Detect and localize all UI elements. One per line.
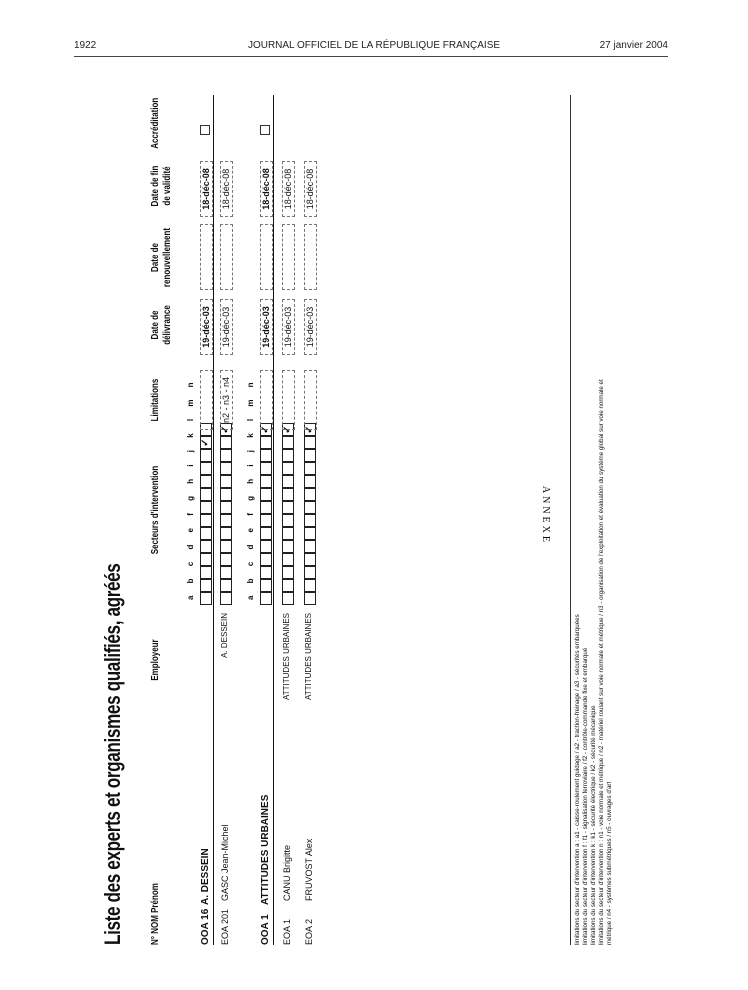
end-date-cell: 18-déc-08: [260, 161, 273, 217]
sector-checkbox-f[interactable]: [260, 527, 272, 540]
sector-checkbox-e[interactable]: [260, 540, 272, 553]
sector-checkbox-f[interactable]: [200, 527, 212, 540]
sector-checkbox-d[interactable]: [304, 553, 316, 566]
renewal-date-cell: [304, 224, 317, 290]
sector-checkbox-a[interactable]: [282, 592, 294, 605]
col-header-employer: Employeur: [150, 639, 161, 681]
sector-checkboxes: [200, 423, 212, 605]
sector-checkbox-k[interactable]: [304, 462, 316, 475]
row-code: EOA 201: [220, 908, 230, 945]
footnote: limitations du secteur d'intervention a : a1 - caisse-roulement guidage / a2 - traction-freinage / a3 - sécurités embarquées: [574, 614, 581, 945]
renewal-date-cell: [220, 224, 233, 290]
sector-checkbox-c[interactable]: [304, 566, 316, 579]
sector-checkbox-a[interactable]: [260, 592, 272, 605]
sector-letters: a b c d e f g h i j k l m n: [186, 377, 195, 600]
sector-checkbox-h[interactable]: [200, 501, 212, 514]
sector-checkbox-m[interactable]: [304, 436, 316, 449]
row-employer: ATTITUDES URBAINES: [282, 613, 291, 700]
sector-checkbox-l[interactable]: [304, 449, 316, 462]
sector-checkboxes: [304, 423, 316, 605]
delivery-date-cell: 19-déc-03: [304, 299, 317, 355]
sector-checkbox-j[interactable]: [282, 475, 294, 488]
sector-checkbox-m[interactable]: ✓: [200, 436, 212, 449]
renewal-date-cell: [282, 224, 295, 290]
sector-checkbox-j[interactable]: [260, 475, 272, 488]
row-employer: A. DESSEIN: [220, 613, 229, 658]
sector-checkboxes: [260, 423, 272, 605]
col-header-accreditation: Accréditation: [150, 97, 161, 149]
expert-row: [218, 95, 234, 945]
sector-checkbox-f[interactable]: [220, 527, 232, 540]
expert-row: [302, 95, 318, 945]
organisation-row: [198, 95, 214, 945]
sector-checkbox-c[interactable]: [282, 566, 294, 579]
end-date-cell: 18-déc-08: [200, 161, 213, 217]
sector-checkbox-m[interactable]: [220, 436, 232, 449]
sector-checkbox-i[interactable]: [260, 488, 272, 501]
sector-checkbox-c[interactable]: [220, 566, 232, 579]
sector-checkbox-b[interactable]: [282, 579, 294, 592]
footnotes: [570, 95, 614, 945]
sector-checkbox-g[interactable]: [260, 514, 272, 527]
sector-checkbox-k[interactable]: [200, 462, 212, 475]
sector-checkbox-n[interactable]: ✓: [304, 423, 316, 436]
end-date-cell: 18-déc-08: [304, 161, 317, 217]
sector-checkbox-n[interactable]: ✓: [260, 423, 272, 436]
sector-checkbox-i[interactable]: [200, 488, 212, 501]
sector-checkbox-l[interactable]: [260, 449, 272, 462]
sector-checkbox-h[interactable]: [220, 501, 232, 514]
sector-letters: a b c d e f g h i j k l m n: [246, 377, 255, 600]
limitations-cell: n2 - n3 - n4: [220, 370, 233, 430]
sector-checkbox-l[interactable]: [282, 449, 294, 462]
sector-checkbox-m[interactable]: [282, 436, 294, 449]
sector-checkbox-j[interactable]: [220, 475, 232, 488]
sector-checkbox-h[interactable]: [282, 501, 294, 514]
sector-checkbox-f[interactable]: [282, 527, 294, 540]
footnote: limitations du secteur d'intervention k : k1 - sécurité électrique / k2 - sécurité mécanique: [590, 705, 597, 945]
row-name: CANU Brigitte: [282, 844, 292, 901]
sector-checkbox-f[interactable]: [304, 527, 316, 540]
end-date-cell: 18-déc-08: [220, 161, 233, 217]
sector-checkbox-e[interactable]: [304, 540, 316, 553]
annexe-label: ANNEXE: [540, 485, 551, 545]
accreditation-checkbox[interactable]: [200, 125, 210, 135]
sector-checkbox-e[interactable]: [200, 540, 212, 553]
page-title: Liste des experts et organismes qualifiés, agréés: [100, 563, 125, 945]
limitations-cell: [200, 370, 213, 430]
row-code: OOA 1: [260, 914, 271, 945]
row-name: FRUVOST Alex: [304, 838, 314, 901]
sector-checkbox-d[interactable]: [200, 553, 212, 566]
col-header-delivery: Date de délivrance: [150, 305, 173, 345]
sector-checkbox-g[interactable]: [282, 514, 294, 527]
sector-checkbox-i[interactable]: [282, 488, 294, 501]
sector-checkbox-l[interactable]: [220, 449, 232, 462]
col-header-limitations: Limitations: [150, 378, 161, 422]
sector-checkbox-g[interactable]: [220, 514, 232, 527]
sector-checkbox-i[interactable]: [220, 488, 232, 501]
delivery-date-cell: 19-déc-03: [282, 299, 295, 355]
sector-checkbox-g[interactable]: [304, 514, 316, 527]
sector-checkbox-h[interactable]: [260, 501, 272, 514]
row-name: GASC Jean-Michel: [220, 824, 230, 901]
sector-checkbox-a[interactable]: [304, 592, 316, 605]
sector-checkbox-d[interactable]: [220, 553, 232, 566]
sector-checkbox-h[interactable]: [304, 501, 316, 514]
header-rule: [74, 56, 668, 57]
issue-date: 27 janvier 2004: [599, 40, 668, 51]
sector-checkbox-l[interactable]: [200, 449, 212, 462]
sector-checkbox-j[interactable]: [304, 475, 316, 488]
sector-checkbox-b[interactable]: [260, 579, 272, 592]
sector-checkbox-d[interactable]: [260, 553, 272, 566]
col-header-renewal: Date de renouvellement: [150, 227, 173, 288]
organisation-row: [258, 95, 274, 945]
sector-checkbox-a[interactable]: [200, 592, 212, 605]
sector-checkbox-a[interactable]: [220, 592, 232, 605]
sector-checkbox-k[interactable]: [260, 462, 272, 475]
footnote: limitations du secteur d'intervention n : n1 - voie normale et métrique / n2 - matériel roulant sur voie normale et métrique / n3 - organisation de l'exploitation et évaluation du système global sur voie normale et: [598, 379, 605, 945]
sector-checkbox-e[interactable]: [282, 540, 294, 553]
footnote: métrique / n4 - systèmes submétriques / n5 - ouvrages d'art: [606, 781, 613, 945]
sector-checkbox-b[interactable]: [220, 579, 232, 592]
sector-checkboxes: [282, 423, 294, 605]
col-header-num-name: N° NOM Prénom: [150, 883, 161, 945]
sector-checkbox-c[interactable]: [260, 566, 272, 579]
annex-table-rotated: [100, 95, 640, 945]
end-date-cell: 18-déc-08: [282, 161, 295, 217]
col-header-end: Date de fin de validité: [150, 165, 173, 207]
row-employer: ATTITUDES URBAINES: [304, 613, 313, 700]
sector-checkbox-b[interactable]: [304, 579, 316, 592]
row-code: OOA 16: [200, 908, 211, 945]
limitations-cell: [260, 370, 273, 430]
sector-checkbox-n[interactable]: ✓: [220, 423, 232, 436]
sector-checkbox-j[interactable]: [200, 475, 212, 488]
delivery-date-cell: 19-déc-03: [220, 299, 233, 355]
sector-checkbox-e[interactable]: [220, 540, 232, 553]
sector-checkbox-g[interactable]: [200, 514, 212, 527]
journal-title: JOURNAL OFFICIEL DE LA RÉPUBLIQUE FRANÇAISE: [247, 40, 501, 51]
sector-checkbox-k[interactable]: [282, 462, 294, 475]
row-code: EOA 1: [282, 918, 292, 945]
page-number: 1922: [74, 40, 97, 51]
sector-checkbox-c[interactable]: [200, 566, 212, 579]
sector-checkboxes: [220, 423, 232, 605]
sector-checkbox-m[interactable]: [260, 436, 272, 449]
row-name: A. DESSEIN: [200, 848, 211, 905]
renewal-date-cell: [260, 224, 273, 290]
sector-checkbox-b[interactable]: [200, 579, 212, 592]
sector-checkbox-d[interactable]: [282, 553, 294, 566]
limitations-cell: [304, 370, 317, 430]
row-code: EOA 2: [304, 918, 314, 945]
delivery-date-cell: 19-déc-03: [200, 299, 213, 355]
renewal-date-cell: [200, 224, 213, 290]
expert-row: [280, 95, 296, 945]
accreditation-checkbox[interactable]: [260, 125, 270, 135]
limitations-cell: [282, 370, 295, 430]
sector-checkbox-n[interactable]: ✓: [282, 423, 294, 436]
sector-checkbox-i[interactable]: [304, 488, 316, 501]
delivery-date-cell: 19-déc-03: [260, 299, 273, 355]
row-name: ATTITUDES URBAINES: [260, 794, 271, 905]
footnote: limitations du secteur d'intervention f : f1 - signalisation ferroviaire / f2 - contrôle-commande fixe et embarqué: [582, 647, 589, 945]
col-header-sectors: Secteurs d'intervention: [150, 465, 161, 555]
sector-checkbox-k[interactable]: [220, 462, 232, 475]
